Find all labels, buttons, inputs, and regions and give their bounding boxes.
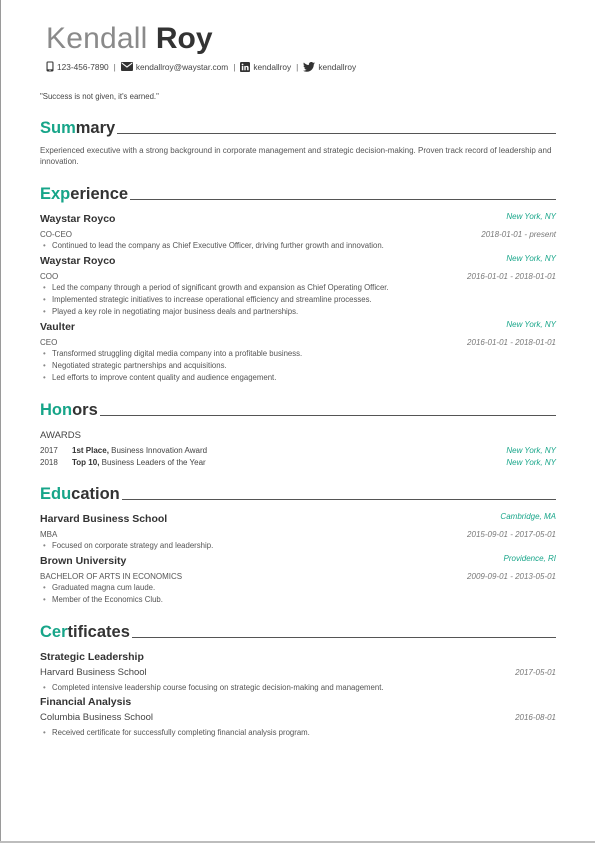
section-title-accent: Exp bbox=[40, 185, 71, 203]
education-degree: MBA bbox=[40, 530, 58, 539]
list-item: • Implemented strategic initiatives to increase operational efficiency and streamline processes. bbox=[40, 294, 389, 306]
honor-title: Top 10, bbox=[72, 458, 100, 467]
section-title-experience bbox=[40, 183, 556, 203]
certificate-issuer: Columbia Business School bbox=[40, 712, 154, 723]
experience-dates: 2018-01-01 - present bbox=[481, 230, 556, 239]
honor-description: Business Innovation Award bbox=[108, 446, 208, 455]
experience-company: Vaulter bbox=[40, 321, 76, 333]
section-title-accent: Hon bbox=[40, 401, 73, 419]
honor-location: New York, NY bbox=[506, 446, 556, 455]
personal-quote: "Success is not given, it's earned." bbox=[40, 92, 159, 101]
contact-separator: | bbox=[296, 61, 299, 72]
list-item: • Led the company through a period of significant growth and expansion as Chief Operating Officer. bbox=[40, 282, 389, 294]
section-title-education bbox=[40, 483, 556, 503]
section-title-rest: ors bbox=[72, 401, 98, 419]
section-divider bbox=[100, 415, 556, 416]
list-item: • Negotiated strategic partnerships and acquisitions. bbox=[40, 360, 302, 372]
full-name bbox=[46, 20, 213, 58]
education-dates: 2015-09-01 - 2017-05-01 bbox=[467, 530, 556, 539]
honor-year: 2017 bbox=[40, 446, 58, 455]
summary-text: Experienced executive with a strong background in corporate management and strategic decision-making. Proven track record of leadership and innovation. bbox=[40, 146, 552, 166]
list-item: • Completed intensive leadership course focusing on strategic decision-making and management. bbox=[40, 682, 384, 694]
experience-location: New York, NY bbox=[506, 254, 556, 263]
honor-year: 2018 bbox=[40, 458, 58, 467]
list-item: • Received certificate for successfully completing financial analysis program. bbox=[40, 727, 310, 739]
experience-location: New York, NY bbox=[506, 320, 556, 329]
certificate-name: Strategic Leadership bbox=[40, 651, 144, 663]
certificate-bullets bbox=[40, 682, 384, 694]
first-name: Kendall bbox=[46, 22, 148, 55]
education-school: Harvard Business School bbox=[40, 513, 168, 525]
linkedin-handle: kendallroy bbox=[253, 61, 292, 72]
education-degree: BACHELOR OF ARTS IN ECONOMICS bbox=[40, 572, 183, 581]
experience-role: CO-CEO bbox=[40, 230, 72, 239]
section-title-accent: Cer bbox=[40, 623, 68, 641]
section-divider bbox=[130, 199, 556, 200]
contact-separator: | bbox=[113, 61, 116, 72]
contact-separator: | bbox=[233, 61, 236, 72]
experience-location: New York, NY bbox=[506, 212, 556, 221]
certificate-issuer: Harvard Business School bbox=[40, 667, 147, 678]
certificate-name: Financial Analysis bbox=[40, 696, 132, 708]
experience-bullets bbox=[40, 282, 389, 318]
experience-bullets bbox=[40, 348, 302, 384]
education-dates: 2009-09-01 - 2013-05-01 bbox=[467, 572, 556, 581]
resume-header bbox=[46, 20, 213, 58]
list-item: • Graduated magna cum laude. bbox=[40, 582, 163, 594]
experience-dates: 2016-01-01 - 2018-01-01 bbox=[467, 272, 556, 281]
section-title-rest: tificates bbox=[67, 623, 130, 641]
phone-number: 123-456-7890 bbox=[57, 61, 109, 72]
list-item: • Played a key role in negotiating major business deals and partnerships. bbox=[40, 306, 389, 318]
honor-row bbox=[40, 458, 206, 467]
section-divider bbox=[117, 133, 556, 134]
section-title-rest: mary bbox=[75, 119, 116, 137]
honor-location: New York, NY bbox=[506, 458, 556, 467]
mobile-phone-icon bbox=[46, 61, 54, 72]
experience-bullets bbox=[40, 240, 384, 252]
list-item: • Led efforts to improve content quality and audience engagement. bbox=[40, 372, 302, 384]
linkedin-icon bbox=[240, 62, 250, 72]
section-divider bbox=[122, 499, 556, 500]
section-title-rest: erience bbox=[70, 185, 129, 203]
education-location: Providence, RI bbox=[503, 554, 556, 563]
envelope-icon bbox=[121, 62, 133, 71]
contact-bar bbox=[46, 61, 356, 72]
experience-role: COO bbox=[40, 272, 59, 281]
list-item: • Focused on corporate strategy and leadership. bbox=[40, 540, 213, 552]
twitter-bird-icon bbox=[303, 62, 315, 72]
list-item: • Continued to lead the company as Chief Executive Officer, driving further growth and innovation. bbox=[40, 240, 384, 252]
contact-twitter[interactable] bbox=[303, 62, 356, 72]
certificate-date: 2017-05-01 bbox=[515, 668, 556, 677]
section-title-accent: Sum bbox=[40, 119, 76, 137]
education-bullets bbox=[40, 540, 213, 552]
section-title-honors bbox=[40, 399, 556, 419]
section-title-accent: Edu bbox=[40, 485, 72, 503]
experience-role: CEO bbox=[40, 338, 58, 347]
email-address: kendallroy@waystar.com bbox=[135, 61, 229, 72]
section-title-certificates bbox=[40, 621, 556, 641]
education-bullets bbox=[40, 582, 163, 606]
experience-company: Waystar Royco bbox=[40, 213, 116, 225]
experience-dates: 2016-01-01 - 2018-01-01 bbox=[467, 338, 556, 347]
honor-title: 1st Place, bbox=[72, 446, 109, 455]
list-item: • Member of the Economics Club. bbox=[40, 594, 163, 606]
contact-email[interactable] bbox=[121, 62, 228, 72]
experience-company: Waystar Royco bbox=[40, 255, 116, 267]
honor-description: Business Leaders of the Year bbox=[99, 458, 206, 467]
last-name: Roy bbox=[155, 22, 213, 55]
certificate-date: 2016-08-01 bbox=[515, 713, 556, 722]
list-item: • Transformed struggling digital media company into a profitable business. bbox=[40, 348, 302, 360]
section-title-summary bbox=[40, 117, 556, 137]
twitter-handle: kendallroy bbox=[318, 61, 357, 72]
section-divider bbox=[132, 637, 556, 638]
page-edge bbox=[0, 0, 1, 843]
education-school: Brown University bbox=[40, 555, 127, 567]
honor-row bbox=[40, 446, 207, 455]
certificate-bullets bbox=[40, 727, 310, 739]
section-title-rest: cation bbox=[71, 485, 120, 503]
contact-phone[interactable] bbox=[46, 61, 109, 72]
honors-category: AWARDS bbox=[40, 430, 81, 441]
education-location: Cambridge, MA bbox=[500, 512, 556, 521]
contact-linkedin[interactable] bbox=[240, 62, 291, 72]
